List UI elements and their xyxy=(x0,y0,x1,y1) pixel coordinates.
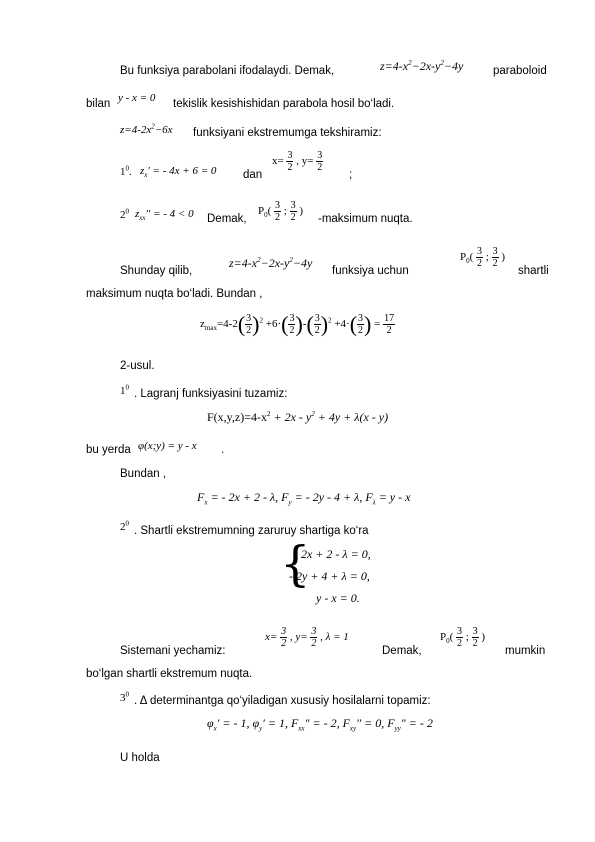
text-line: Bu funksiya parabolani ifodalaydi. Demak, xyxy=(120,65,335,77)
text-line: Bundan , xyxy=(120,468,167,480)
formula-z-parabola: $z=4-2x^2-6x$ xyxy=(120,122,173,136)
formula-second-partials: $\varphi_x'$ = - 1, $\varphi_y' = 1$, $F_{xx}''$ = - 2, $F_{xy}'' = 0$, $F_{yy}''$ = - 2 xyxy=(207,716,433,733)
step-marker: $1^0$ xyxy=(120,383,129,397)
text-line: funksiyani ekstremumga tekshiramiz: xyxy=(193,127,382,139)
text-line: dan xyxy=(243,169,263,181)
formula-lagrange: $F(x,y,z)=4-x^2 + 2x - y^2 + 4y + \lambda(x - y)$ xyxy=(207,410,389,424)
text-line: shartli xyxy=(518,265,549,277)
text-line: . Lagranj funksiyasini tuzamiz: xyxy=(134,388,288,400)
system-eq-2: - 2y + 4 + λ = 0, xyxy=(289,569,370,583)
text-line: paraboloid xyxy=(493,65,547,77)
step-marker: $3^0$ xyxy=(120,690,129,704)
formula-z-paraboloid: $z=4-x^2-2x-y^2-4y$ xyxy=(380,59,464,73)
formula-point-p0: $P_0$( $\frac{3}{2}$ ; $\frac{3}{2}$ ) xyxy=(258,200,304,223)
formula-derivative: $z_x'$ = - 4x + 6 = 0 xyxy=(140,165,217,180)
formula-z-paraboloid: $z=4-x^2-2x-y^2-4y$ xyxy=(229,256,313,270)
text-line: Demak, xyxy=(382,645,422,657)
text-line: maksimum nuqta bo‘ladi. Bundan , xyxy=(86,288,263,300)
text-line: Shunday qilib, xyxy=(120,265,193,277)
step-marker: $2^0$ xyxy=(120,207,129,221)
system-brace: { xyxy=(280,536,311,592)
section-heading: 2-usul. xyxy=(120,360,155,372)
step-marker: $2^0$ xyxy=(120,519,129,533)
system-eq-3: y - x = 0. xyxy=(316,591,360,605)
formula-point-p0: $P_0$( $\frac{3}{2}$ ; $\frac{3}{2}$ ) xyxy=(460,246,506,269)
formula-partials: $F_x$ = - 2x + 2 - λ, $F_y$ = - 2y - 4 + λ, $F_\lambda = y - x$ xyxy=(197,490,411,507)
text-line: tekislik kesishishidan parabola hosil bo‘ladi. xyxy=(173,98,395,110)
text-line: Sistemani yechamiz: xyxy=(120,645,226,657)
text-line: -maksimum nuqta. xyxy=(318,213,413,225)
system-eq-1: - 2x + 2 - λ = 0, xyxy=(294,547,371,561)
text-line: ; xyxy=(349,169,353,181)
text-line: . Δ determinantga qo‘yiladigan xususiy hosilalarni topamiz: xyxy=(134,695,431,707)
step-marker: $1^0$. xyxy=(120,164,132,178)
text-line: bilan xyxy=(86,98,111,110)
text-line: funksiya uchun xyxy=(332,265,409,277)
text-line: mumkin xyxy=(505,645,546,657)
text-line: bu yerda xyxy=(86,444,131,456)
text-line: . xyxy=(221,444,225,456)
text-line: bo‘lgan shartli ekstremum nuqta. xyxy=(86,668,253,680)
formula-solution: x= $\frac{3}{2}$ , y= $\frac{3}{2}$ , λ = 1 xyxy=(265,626,349,649)
formula-second-derivative: $z_{xx}''$ = - 4 < 0 xyxy=(135,208,194,223)
formula-zmax: $z_{max}=4-2$( $\frac{3}{2}$ )$^2$ +6·( $\frac{3}{2}$ )-( $\frac{3}{2}$ )$^2$ +4·( $\frac{3}{2}$ ) = $\frac{17}{2}$ xyxy=(200,311,395,337)
text-line: Demak, xyxy=(207,213,247,225)
formula-critical-point: x= $\frac{3}{2}$ , y= $\frac{3}{2}$ xyxy=(272,150,323,173)
formula-point-p0: $P_0$( $\frac{3}{2}$ ; $\frac{3}{2}$ ) xyxy=(440,626,486,649)
text-line: . Shartli ekstremumning zaruruy shartiga ko‘ra xyxy=(134,525,369,537)
formula-phi: φ(x;y) = y - x xyxy=(138,440,197,452)
formula-plane: y - x = 0 xyxy=(118,92,156,104)
text-line: U holda xyxy=(120,752,160,764)
